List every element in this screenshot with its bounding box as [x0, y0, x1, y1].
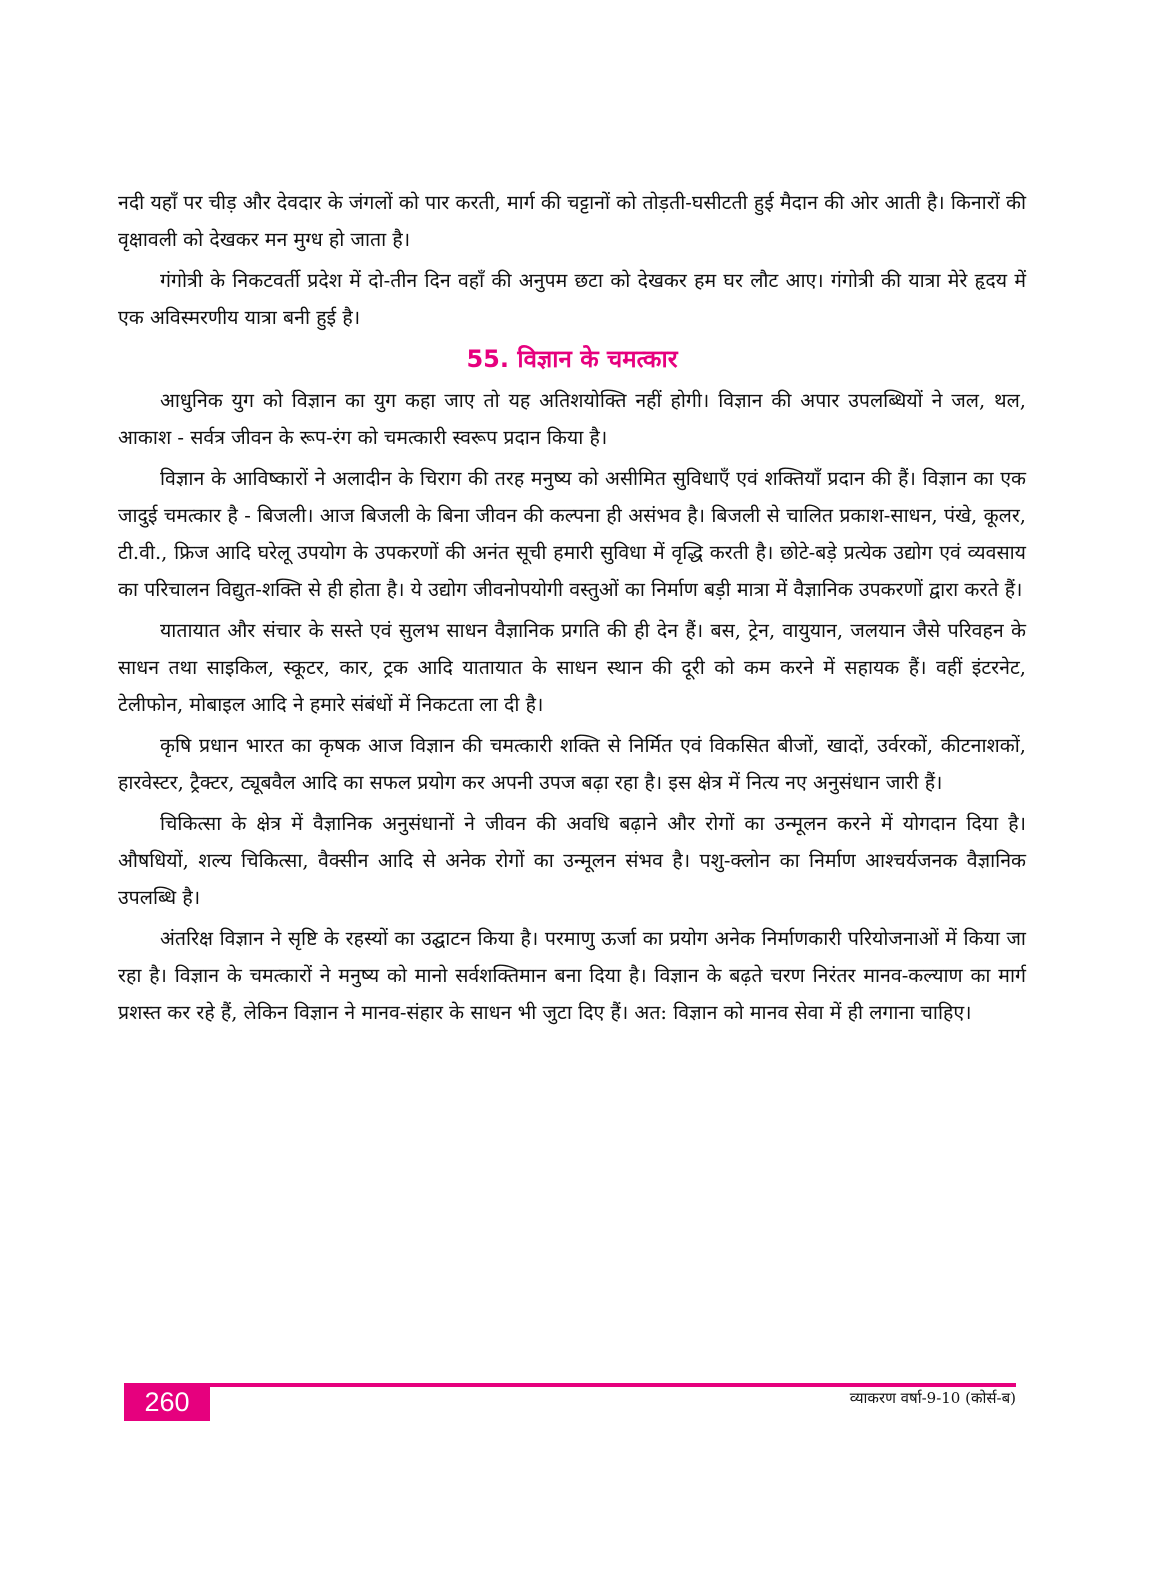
page-content	[118, 184, 1026, 1035]
essay-paragraph-4: कृषि प्रधान भारत का कृषक आज विज्ञान की चमत्कारी शक्ति से निर्मित एवं विकसित बीजों, खादों, उर्वरकों, कीटनाशकों, हारवेस्टर, ट्रैक्टर, ट्यूबवैल आदि का सफल प्रयोग कर अपनी उपज बढ़ा रहा है। इस क्षेत्र में नित्य नए अनुसंधान जारी हैं।	[118, 734, 1026, 794]
page-number: 260	[124, 1383, 210, 1421]
essay-paragraph-1: आधुनिक युग को विज्ञान का युग कहा जाए तो यह अतिशयोक्ति नहीं होगी। विज्ञान की अपार उपलब्धियों ने जल, थल, आकाश - सर्वत्र जीवन के रूप-रंग को चमत्कारी स्वरूप प्रदान किया है।	[118, 389, 1026, 449]
essay-paragraph-5: चिकित्सा के क्षेत्र में वैज्ञानिक अनुसंधानों ने जीवन की अवधि बढ़ाने और रोगों का उन्मूलन करने में योगदान दिया है। औषधियों, शल्य चिकित्सा, वैक्सीन आदि से अनेक रोगों का उन्मूलन संभव है। पशु-क्लोन का निर्माण आश्चर्यजनक वैज्ञानिक उपलब्धि है।	[118, 812, 1026, 909]
essay-paragraph-6: अंतरिक्ष विज्ञान ने सृष्टि के रहस्यों का उद्घाटन किया है। परमाणु ऊर्जा का प्रयोग अनेक निर्माणकारी परियोजनाओं में किया जा रहा है। विज्ञान के चमत्कारों ने मनुष्य को मानो सर्वशक्तिमान बना दिया है। विज्ञान के बढ़ते चरण निरंतर मानव-कल्याण का मार्ग प्रशस्त कर रहे हैं, लेकिन विज्ञान ने मानव-संहार के साधन भी जुटा दिए हैं। अत: विज्ञान को मानव सेवा में ही लगाना चाहिए।	[118, 927, 1026, 1024]
footer-divider	[124, 1383, 1016, 1387]
essay-title: 55. विज्ञान के चमत्कार	[466, 345, 678, 373]
essay-paragraph-3: यातायात और संचार के सस्ते एवं सुलभ साधन वैज्ञानिक प्रगति की ही देन हैं। बस, ट्रेन, वायुयान, जलयान जैसे परिवहन के साधन तथा साइकिल, स्कूटर, कार, ट्रक आदि यातायात के साधन स्थान की दूरी को कम करने में सहायक हैं। वहीं इंटरनेट, टेलीफोन, मोबाइल आदि ने हमारे संबंधों में निकटता ला दी है।	[118, 619, 1026, 716]
book-title: व्याकरण वर्षा-9-10 (कोर्स-ब)	[849, 1389, 1016, 1407]
intro-paragraph-1: नदी यहाँ पर चीड़ और देवदार के जंगलों को पार करती, मार्ग की चट्टानों को तोड़ती-घसीटती हुई मैदान की ओर आती है। किनारों की वृक्षावली को देखकर मन मुग्ध हो जाता है।	[118, 191, 1026, 251]
essay-paragraph-2: विज्ञान के आविष्कारों ने अलादीन के चिराग की तरह मनुष्य को असीमित सुविधाएँ एवं शक्तियाँ प्रदान की हैं। विज्ञान का एक जादुई चमत्कार है - बिजली। आज बिजली के बिना जीवन की कल्पना ही असंभव है। बिजली से चालित प्रकाश-साधन, पंखे, कूलर, टी.वी., फ्रिज आदि घरेलू उपयोग के उपकरणों की अनंत सूची हमारी सुविधा में वृद्धि करती है। छोटे-बड़े प्रत्येक उद्योग एवं व्यवसाय का परिचालन विद्युत-शक्ति से ही होता है। ये उद्योग जीवनोपयोगी वस्तुओं का निर्माण बड़ी मात्रा में वैज्ञानिक उपकरणों द्वारा करते हैं।	[118, 467, 1026, 601]
intro-paragraph-2: गंगोत्री के निकटवर्ती प्रदेश में दो-तीन दिन वहाँ की अनुपम छटा को देखकर हम घर लौट आए। गंगोत्री की यात्रा मेरे हृदय में एक अविस्मरणीय यात्रा बनी हुई है।	[118, 269, 1026, 329]
